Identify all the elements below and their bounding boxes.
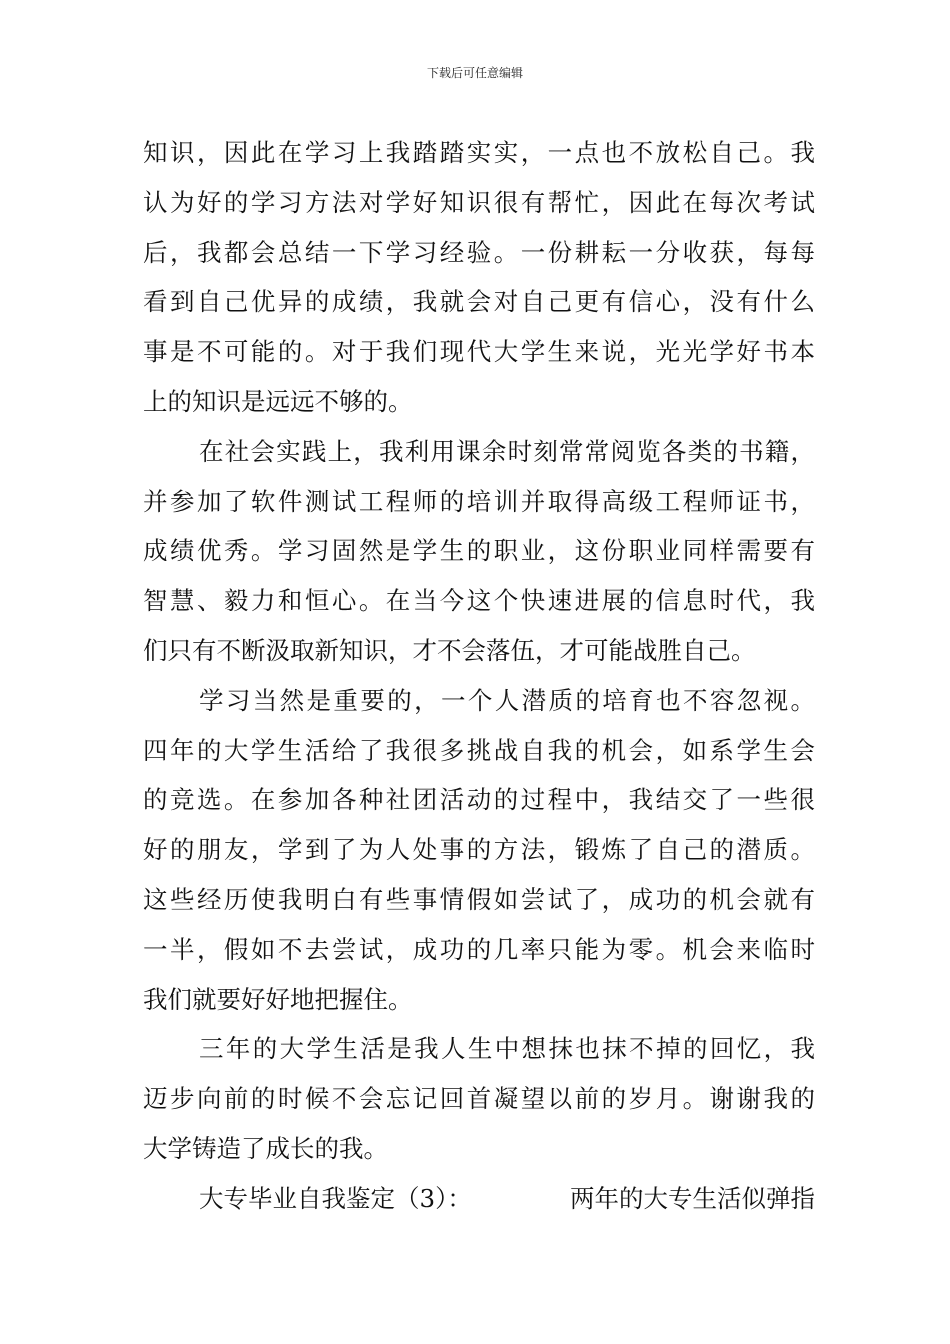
text-line: 的竞选。在参加各种社团活动的过程中，我结交了一些很: [143, 785, 815, 815]
section-heading-continuation: 两年的大专生活似弹指: [570, 1183, 815, 1213]
document-body: [143, 128, 815, 1224]
text-line: 知识，因此在学习上我踏踏实实，一点也不放松自己。我: [143, 138, 815, 167]
text-line: 我们就要好好地把握住。: [143, 984, 413, 1014]
text-line: 并参加了软件测试工程师的培训并取得高级工程师证书，: [143, 486, 815, 516]
section-heading: [143, 1174, 815, 1224]
text-line: 这些经历使我明白有些事情假如尝试了，成功的机会就有: [143, 884, 815, 914]
text-line: 认为好的学习方法对学好知识很有帮忙，因此在每次考试: [143, 187, 815, 217]
text-line: 上的知识是远远不够的。: [143, 386, 413, 416]
text-line: 后，我都会总结一下学习经验。一份耕耘一分收获，每每: [143, 237, 815, 267]
paragraph: [143, 128, 815, 427]
text-line: 们只有不断汲取新知识，才不会落伍，才可能战胜自己。: [143, 635, 756, 665]
text-line: 四年的大学生活给了我很多挑战自我的机会，如系学生会: [143, 735, 815, 765]
text-line: 学习当然是重要的，一个人潜质的培育也不容忽视。: [199, 685, 815, 715]
text-line: 三年的大学生活是我人生中想抹也抹不掉的回忆，我: [199, 1034, 815, 1064]
text-line: 在社会实践上，我利用课余时刻常常阅览各类的书籍，: [199, 436, 815, 466]
paragraph: [143, 1024, 815, 1173]
text-line: 迈步向前的时候不会忘记回首凝望以前的岁月。谢谢我的: [143, 1084, 815, 1114]
text-line: 成绩优秀。学习固然是学生的职业，这份职业同样需要有: [143, 536, 815, 566]
text-line: 智慧、毅力和恒心。在当今这个快速进展的信息时代，我: [143, 586, 815, 616]
paragraph: [143, 676, 815, 1025]
page-header: 下载后可任意编辑: [426, 66, 523, 80]
paragraph: [143, 427, 815, 676]
text-line: 事是不可能的。对于我们现代大学生来说，光光学好书本: [143, 337, 815, 367]
text-line: 看到自己优异的成绩，我就会对自己更有信心，没有什么: [143, 287, 815, 317]
section-heading-label: 大专毕业自我鉴定（3）：: [199, 1183, 472, 1213]
text-line: 好的朋友，学到了为人处事的方法，锻炼了自己的潜质。: [143, 835, 815, 865]
text-line: 大学铸造了成长的我。: [143, 1133, 388, 1163]
text-line: 一半，假如不去尝试，成功的几率只能为零。机会来临时: [143, 934, 815, 964]
